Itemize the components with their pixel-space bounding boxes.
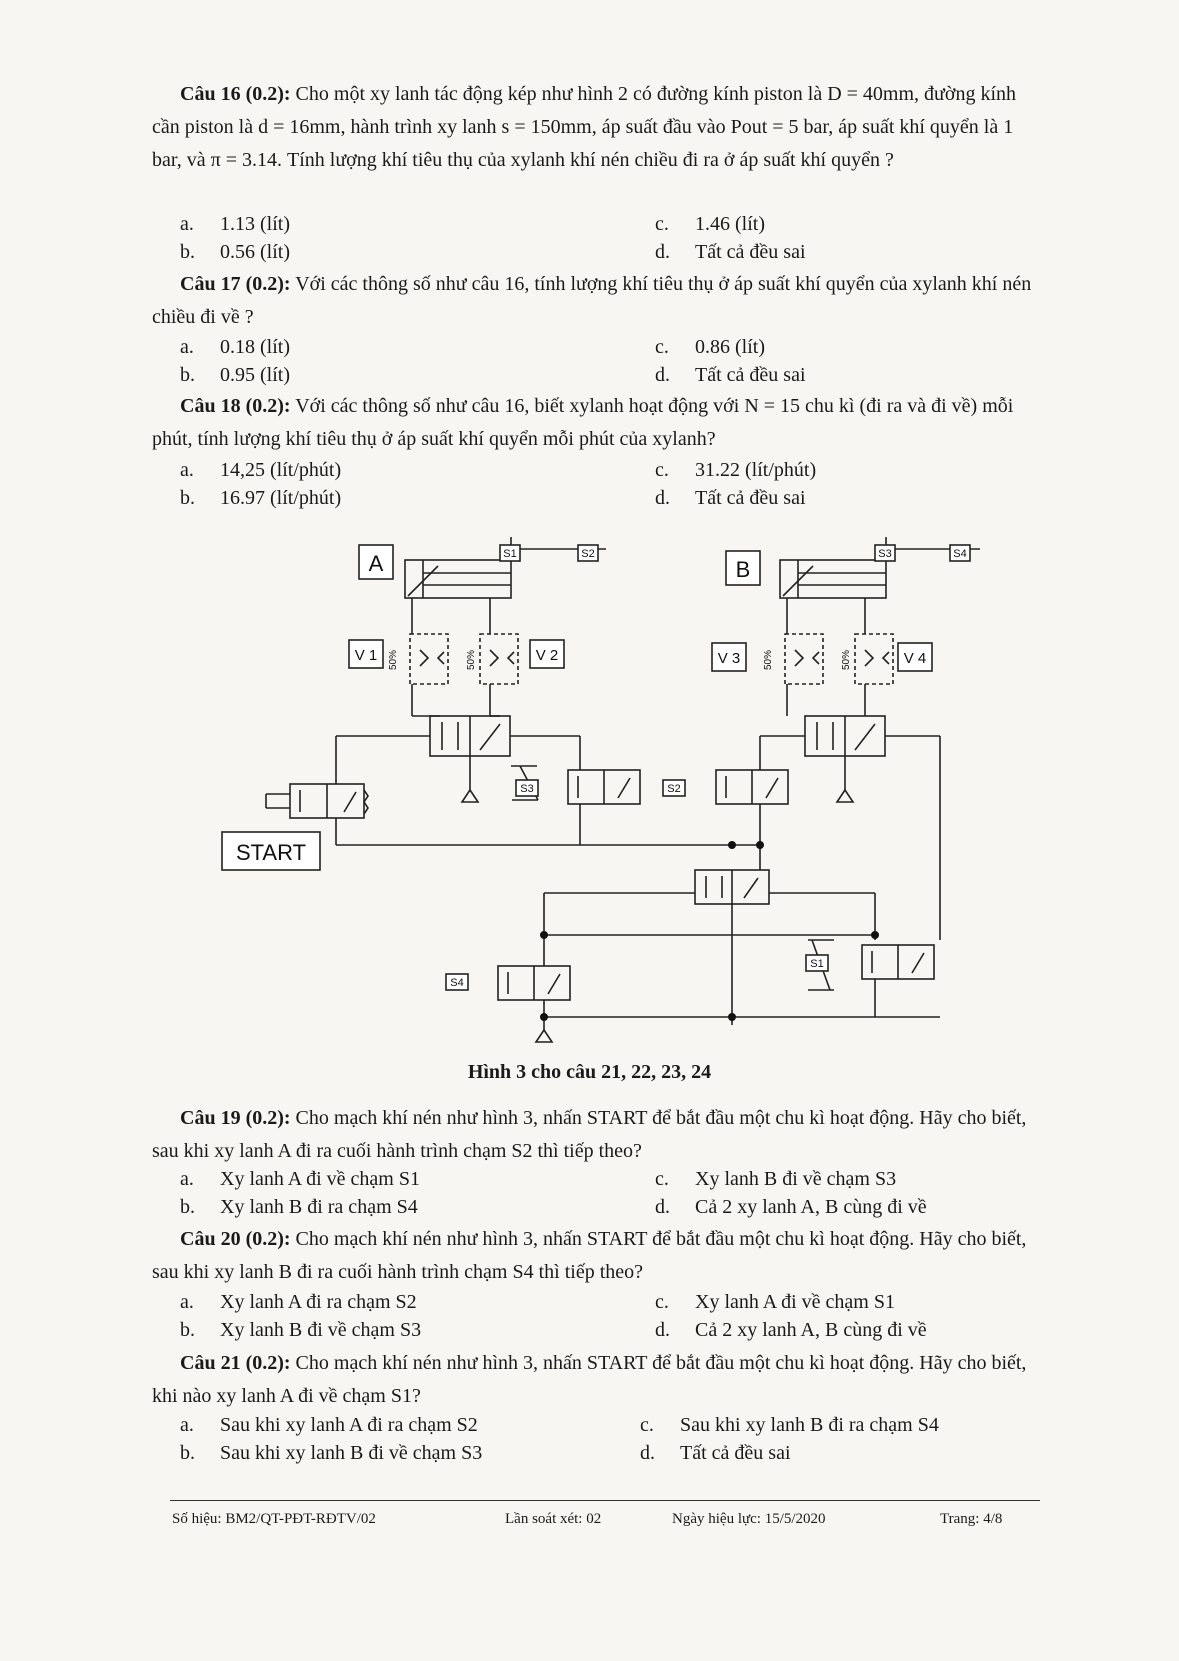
label-s3-valve: S3 bbox=[520, 783, 534, 795]
option-d: d. Tất cả đều sai bbox=[655, 364, 806, 386]
option-a: a. Xy lanh A đi về chạm S1 bbox=[180, 1168, 420, 1190]
question-20 bbox=[152, 1223, 1042, 1289]
flow-valve-v3 bbox=[785, 634, 823, 684]
question-21 bbox=[152, 1347, 1042, 1413]
question-text: Với các thông số như câu 16, biết xylanh hoạt động với N = 15 chu kì (đi ra và đi về) mỗi phút, tính lượng khí tiêu thụ ở áp suất khí quyển mỗi phút của xylanh? bbox=[152, 395, 1014, 450]
label-s1-sensor: S1 bbox=[503, 548, 517, 560]
cylinder-a-body bbox=[405, 560, 511, 598]
option-d: d. Tất cả đều sai bbox=[655, 487, 806, 509]
option-a: a. Xy lanh A đi ra chạm S2 bbox=[180, 1291, 417, 1313]
flow-valve-v1 bbox=[410, 634, 448, 684]
question-label: Câu 17 (0.2): bbox=[180, 273, 291, 295]
option-d: d. Tất cả đều sai bbox=[655, 241, 806, 263]
option-a: a. 0.18 (lít) bbox=[180, 336, 290, 358]
option-a: a. 1.13 (lít) bbox=[180, 213, 290, 235]
option-c: c. 31.22 (lít/phút) bbox=[655, 459, 817, 481]
label-v4: V 4 bbox=[903, 650, 927, 667]
option-c: c. 1.46 (lít) bbox=[655, 213, 765, 235]
question-label: Câu 21 (0.2): bbox=[180, 1352, 291, 1374]
question-label: Câu 18 (0.2): bbox=[180, 395, 291, 417]
label-v3: V 3 bbox=[717, 650, 741, 667]
option-a: a. 14,25 (lít/phút) bbox=[180, 459, 342, 481]
option-b: b. 16.97 (lít/phút) bbox=[180, 487, 342, 509]
option-b: b. Sau khi xy lanh B đi về chạm S3 bbox=[180, 1442, 483, 1464]
question-label: Câu 19 (0.2): bbox=[180, 1107, 291, 1129]
question-label: Câu 16 (0.2): bbox=[180, 83, 291, 105]
flow-valve-v2 bbox=[480, 634, 518, 684]
flow-valve-v4 bbox=[855, 634, 893, 684]
question-text: Với các thông số như câu 16, tính lượng khí tiêu thụ ở áp suất khí quyển của xylanh khí nén chiều đi về ? bbox=[152, 273, 1032, 328]
revision-number: Lần soát xét: 02 bbox=[505, 1511, 602, 1527]
question-text: Cho mạch khí nén như hình 3, nhấn START để bắt đầu một chu kì hoạt động. Hãy cho biết, khi nào xy lanh A đi về chạm S1? bbox=[152, 1352, 1027, 1407]
label-pct-v4: 50% bbox=[841, 649, 852, 670]
label-pct-v1: 50% bbox=[388, 649, 399, 670]
option-c: c. Xy lanh A đi về chạm S1 bbox=[655, 1291, 895, 1313]
option-a: a. Sau khi xy lanh A đi ra chạm S2 bbox=[180, 1414, 478, 1436]
label-v2: V 2 bbox=[535, 647, 559, 664]
option-c: c. Xy lanh B đi về chạm S3 bbox=[655, 1168, 897, 1190]
label-v1: V 1 bbox=[354, 647, 378, 664]
page-footer bbox=[170, 1500, 1040, 1527]
label-pct-v2: 50% bbox=[466, 649, 477, 670]
question-text: Cho mạch khí nén như hình 3, nhấn START để bắt đầu một chu kì hoạt động. Hãy cho biết, sau khi xy lanh A đi ra cuối hành trình chạm S2 thì tiếp theo? bbox=[152, 1107, 1027, 1162]
option-c: c. 0.86 (lít) bbox=[655, 336, 765, 358]
question-text: Cho một xy lanh tác động kép như hình 2 có đường kính piston là D = 40mm, đường kính cần piston là d = 16mm, hành trình xy lanh s = 150mm, áp suất đầu vào Pout = 5 bar, áp suất khí quyển là 1 bar, và π = 3.14. Tính lượng khí tiêu thụ của xylanh khí nén chiều đi ra ở áp suất khí quyển ? bbox=[152, 83, 1017, 171]
option-c: c. Sau khi xy lanh B đi ra chạm S4 bbox=[640, 1414, 939, 1436]
figure-caption: Hình 3 cho câu 21, 22, 23, 24 bbox=[467, 1061, 712, 1083]
option-d: d. Cả 2 xy lanh A, B cùng đi về bbox=[655, 1196, 927, 1218]
label-pct-v3: 50% bbox=[763, 649, 774, 670]
question-label: Câu 20 (0.2): bbox=[180, 1228, 291, 1250]
option-b: b. 0.56 (lít) bbox=[180, 241, 290, 263]
label-s4-valve: S4 bbox=[450, 977, 464, 989]
label-cylinder-a: A bbox=[368, 551, 384, 576]
option-b: b. 0.95 (lít) bbox=[180, 364, 290, 386]
label-s1-valve: S1 bbox=[810, 958, 824, 970]
option-d: d. Cả 2 xy lanh A, B cùng đi về bbox=[655, 1319, 927, 1341]
option-b: b. Xy lanh B đi ra chạm S4 bbox=[180, 1196, 418, 1218]
label-start: START bbox=[235, 840, 307, 865]
label-s2-sensor: S2 bbox=[581, 548, 595, 560]
document-code: Số hiệu: BM2/QT-PĐT-RĐTV/02 bbox=[172, 1511, 376, 1527]
option-b: b. Xy lanh B đi về chạm S3 bbox=[180, 1319, 422, 1341]
page-number: Trang: 4/8 bbox=[940, 1511, 1003, 1527]
label-s3-sensor: S3 bbox=[878, 548, 892, 560]
label-s4-sensor: S4 bbox=[953, 548, 967, 560]
label-cylinder-b: B bbox=[735, 557, 751, 582]
label-s2-valve: S2 bbox=[667, 783, 681, 795]
question-19 bbox=[152, 1102, 1042, 1168]
question-text: Cho mạch khí nén như hình 3, nhấn START để bắt đầu một chu kì hoạt động. Hãy cho biết, sau khi xy lanh B đi ra cuối hành trình chạm S4 thì tiếp theo? bbox=[152, 1228, 1027, 1283]
cylinder-b-body bbox=[780, 560, 886, 598]
option-d: d. Tất cả đều sai bbox=[640, 1442, 791, 1464]
effective-date: Ngày hiệu lực: 15/5/2020 bbox=[672, 1511, 826, 1527]
